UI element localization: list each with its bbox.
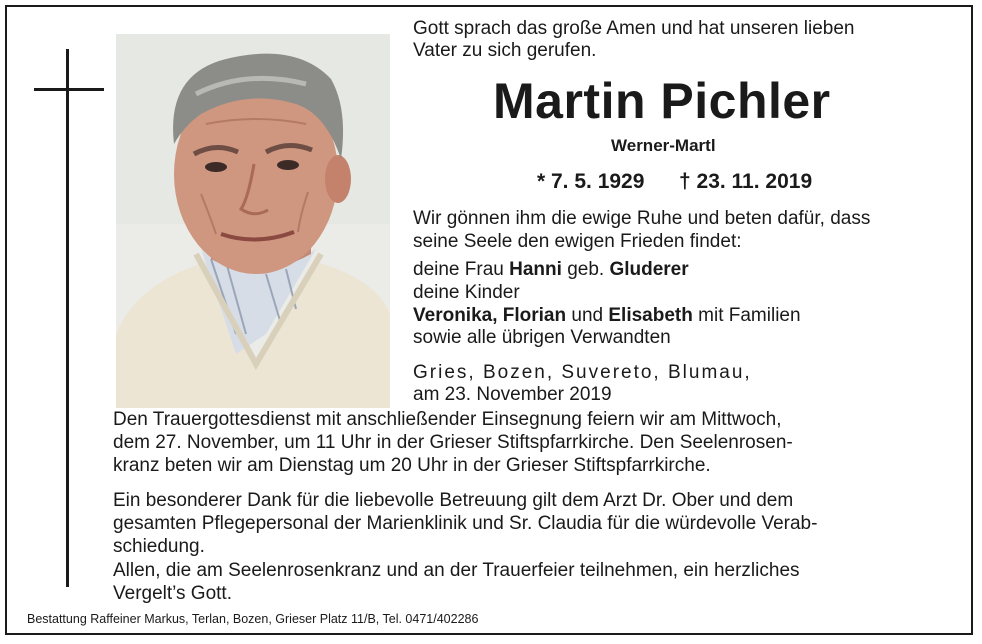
- thanks-line-3: schiedung.: [113, 536, 205, 557]
- wife-prefix: deine Frau: [413, 259, 504, 280]
- thanks-line-4: Allen, die am Seelenrosenkranz und an der Trauerfeier teilnehmen, ein herzliches: [113, 560, 800, 581]
- children-label: deine Kinder: [413, 282, 520, 303]
- thanks-line-2: gesamten Pflegepersonal der Marienklinik und Sr. Claudia für die würdevolle Verab-: [113, 513, 818, 534]
- deceased-nickname: Werner-Martl: [611, 136, 716, 155]
- funeral-home-footer: Bestattung Raffeiner Markus, Terlan, Bozen, Grieser Platz 11/B, Tel. 0471/402286: [27, 612, 479, 626]
- portrait-photo: [116, 34, 390, 408]
- intro-line-1: Gott sprach das große Amen und hat unseren lieben: [413, 18, 855, 39]
- wife-mid: geb.: [567, 259, 605, 280]
- children-last: Elisabeth: [608, 305, 693, 326]
- thanks-line-1: Ein besonderer Dank für die liebevolle Betreuung gilt dem Arzt Dr. Ober und dem: [113, 490, 794, 511]
- intro-line-2: Vater zu sich gerufen.: [413, 40, 597, 61]
- mourner-children: [413, 305, 801, 327]
- place-line-2: am 23. November 2019: [413, 384, 612, 405]
- death-date: † 23. 11. 2019: [679, 170, 813, 193]
- service-line-2: dem 27. November, um 11 Uhr in der Grieser Stiftspfarrkirche. Den Seelenrosen-: [113, 432, 793, 453]
- relatives-line: sowie alle übrigen Verwandten: [413, 327, 671, 348]
- children-suffix: mit Familien: [698, 305, 801, 326]
- wish-line-1: Wir gönnen ihm die ewige Ruhe und beten dafür, dass: [413, 208, 871, 229]
- wish-line-2: seine Seele den ewigen Frieden findet:: [413, 231, 742, 252]
- service-line-1: Den Trauergottesdienst mit anschließender Einsegnung feiern wir am Mittwoch,: [113, 409, 782, 430]
- cross-icon: [66, 49, 69, 587]
- children-names: Veronika, Florian: [413, 305, 567, 326]
- thanks-line-5: Vergelt’s Gott.: [113, 583, 232, 604]
- children-and: und: [571, 305, 604, 326]
- birth-date: * 7. 5. 1929: [537, 170, 645, 193]
- place-line-1: Gries, Bozen, Suvereto, Blumau,: [413, 362, 752, 383]
- wife-maiden-name: Gluderer: [609, 259, 689, 280]
- mourner-wife: [413, 259, 689, 281]
- deceased-name: Martin Pichler: [493, 73, 831, 129]
- cross-icon-bar: [34, 88, 104, 91]
- service-line-3: kranz beten wir am Dienstag um 20 Uhr in der Grieser Stiftspfarrkirche.: [113, 455, 711, 476]
- wife-name: Hanni: [509, 259, 562, 280]
